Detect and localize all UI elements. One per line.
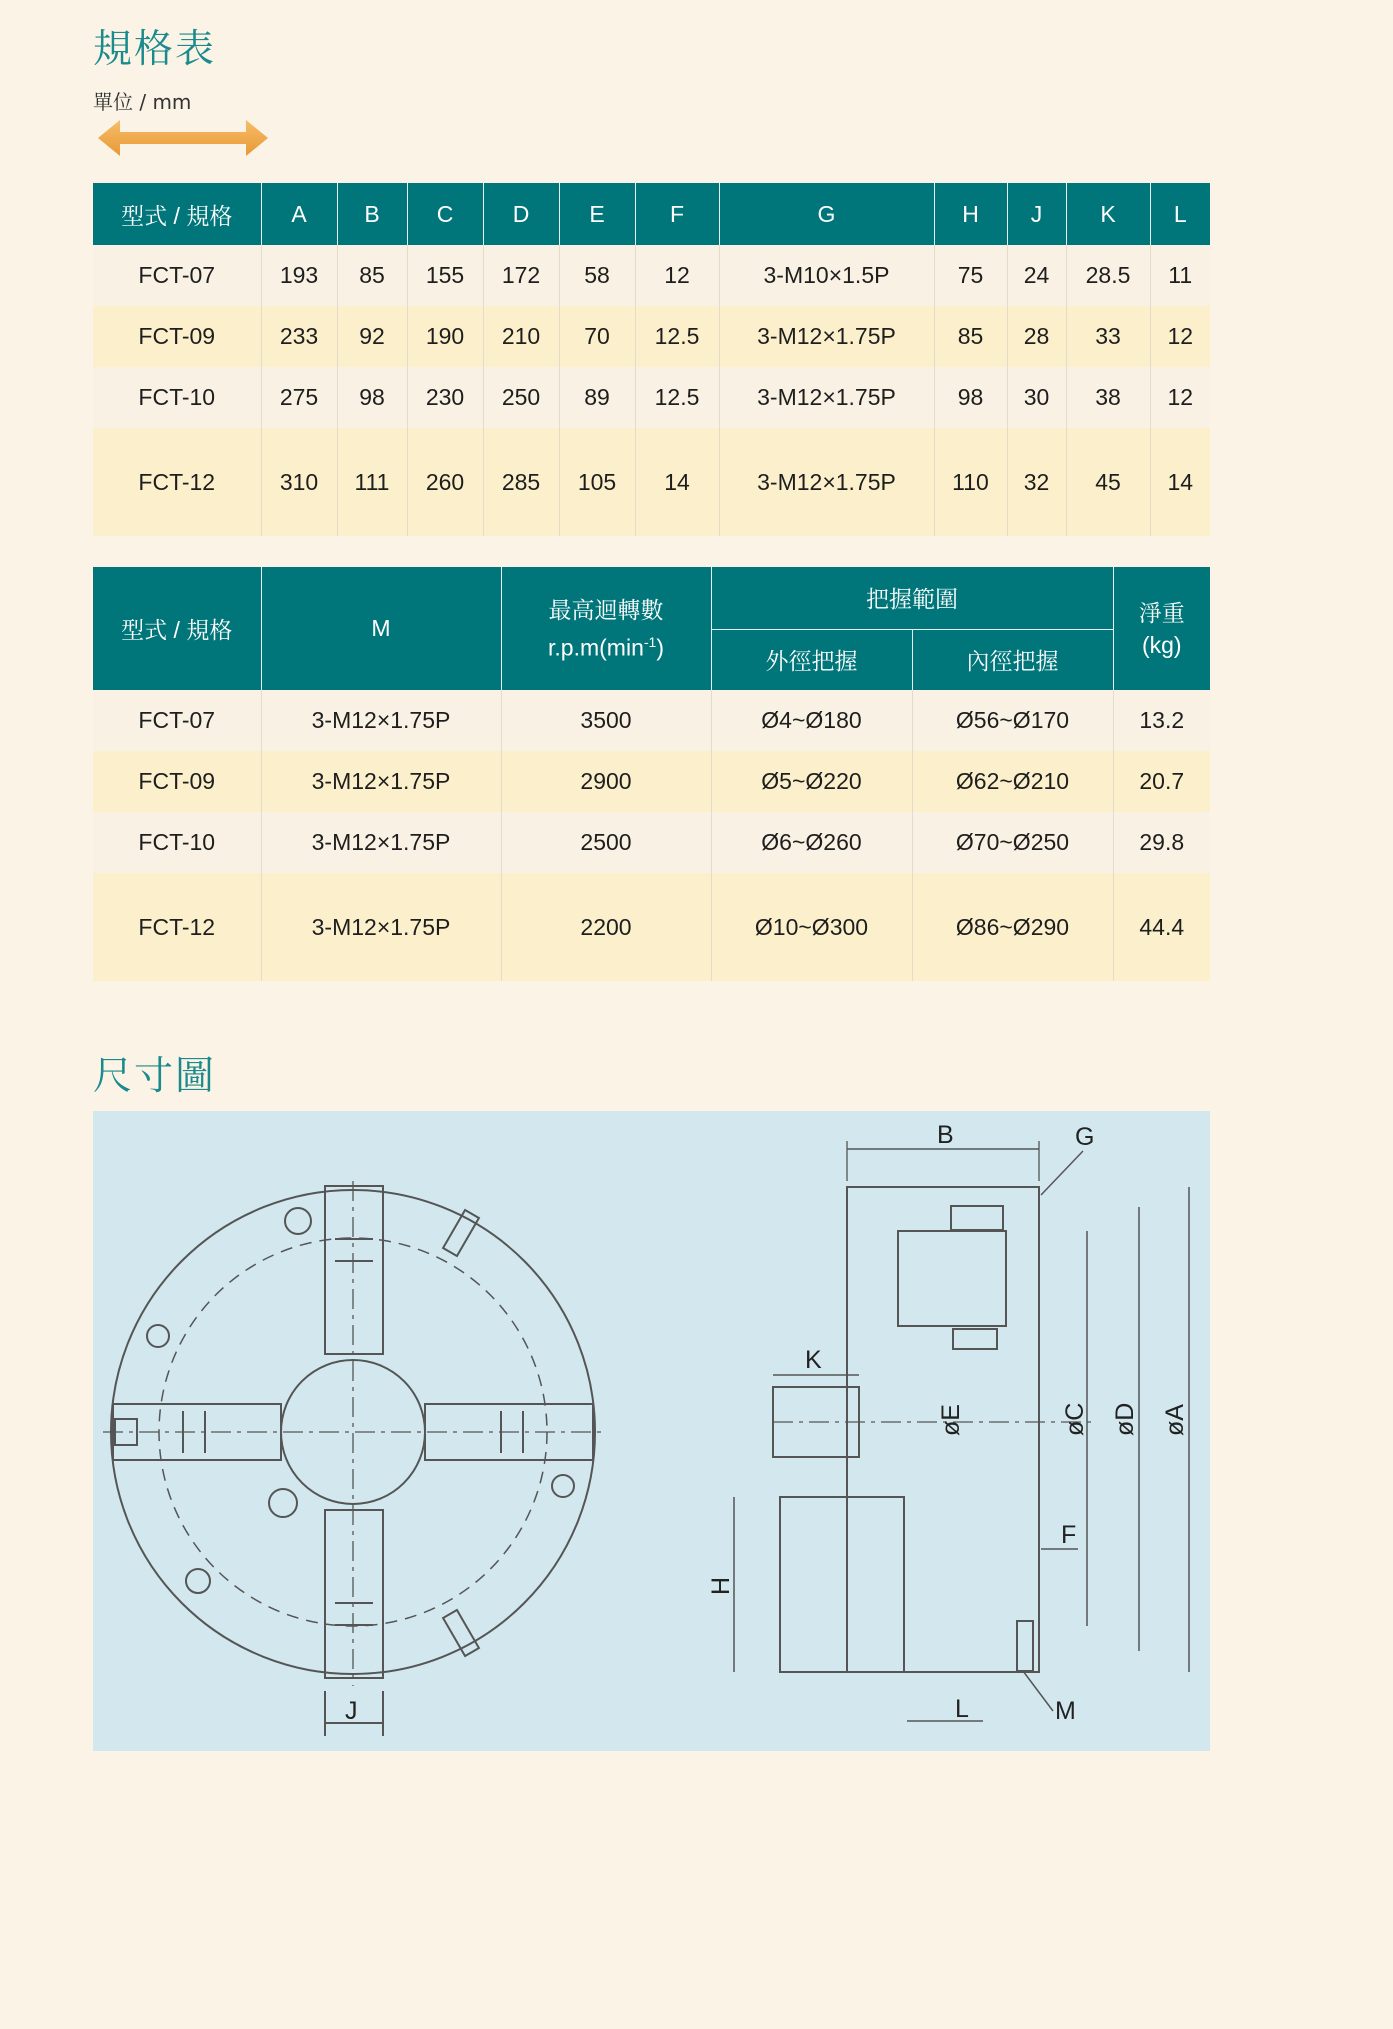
table-cell: 20.7 — [1113, 751, 1210, 812]
horizontal-scroll-arrow-icon — [98, 118, 268, 158]
table-cell: 28 — [1007, 306, 1066, 367]
table-cell: 32 — [1007, 428, 1066, 536]
table-cell: 70 — [559, 306, 635, 367]
table-row — [93, 367, 1210, 428]
table-row — [93, 812, 1210, 873]
table-cell: 310 — [261, 428, 337, 536]
table-cell: 3-M12×1.75P — [261, 690, 501, 751]
table-cell: 2900 — [501, 751, 711, 812]
col-header-max-speed — [501, 567, 711, 690]
weight-label: 淨重 — [1138, 599, 1185, 626]
chuck-drawing-svg — [93, 1111, 1210, 1751]
table-cell: 30 — [1007, 367, 1066, 428]
table-cell: 85 — [934, 306, 1007, 367]
table-cell: Ø62~Ø210 — [912, 751, 1113, 812]
table-cell: 233 — [261, 306, 337, 367]
table-cell: 98 — [337, 367, 407, 428]
table-row — [93, 428, 1210, 536]
label-h: H — [707, 1576, 735, 1595]
table-cell: FCT-09 — [93, 751, 261, 812]
table-cell: 13.2 — [1113, 690, 1210, 751]
table-cell: FCT-07 — [93, 690, 261, 751]
col-header-l: L — [1150, 183, 1210, 245]
table-row — [93, 245, 1210, 306]
table-cell: 3-M12×1.75P — [719, 428, 934, 536]
table-cell: 12 — [1150, 306, 1210, 367]
performance-header-row — [93, 567, 1210, 629]
table-cell: 155 — [407, 245, 483, 306]
table-cell: 260 — [407, 428, 483, 536]
table-cell: 14 — [1150, 428, 1210, 536]
col-header-e: E — [559, 183, 635, 245]
col-header-k: K — [1066, 183, 1150, 245]
col-header-outer-grip: 外徑把握 — [711, 629, 912, 690]
table-cell: FCT-10 — [93, 812, 261, 873]
table-cell: 275 — [261, 367, 337, 428]
table-cell: 38 — [1066, 367, 1150, 428]
table-cell: 110 — [934, 428, 1007, 536]
label-a: øA — [1161, 1404, 1189, 1436]
table-row — [93, 751, 1210, 812]
table-cell: FCT-10 — [93, 367, 261, 428]
table-cell: 2500 — [501, 812, 711, 873]
table-cell: 230 — [407, 367, 483, 428]
table-cell: 33 — [1066, 306, 1150, 367]
table-cell: 28.5 — [1066, 245, 1150, 306]
label-l: L — [955, 1695, 969, 1723]
dimension-drawing — [93, 1111, 1210, 1751]
col-header-f: F — [635, 183, 719, 245]
table-cell: 89 — [559, 367, 635, 428]
label-c: øC — [1061, 1402, 1089, 1436]
table-cell: 3500 — [501, 690, 711, 751]
col-header-g: G — [719, 183, 934, 245]
col-header-d: D — [483, 183, 559, 245]
dimension-section-title: 尺寸圖 — [93, 1054, 217, 1099]
table-cell: FCT-09 — [93, 306, 261, 367]
max-speed-unit: $r.p.m(\min^{-1})$ — [548, 633, 664, 661]
col-header-b: B — [337, 183, 407, 245]
table-cell: 2200 — [501, 873, 711, 981]
table-cell: Ø86~Ø290 — [912, 873, 1113, 981]
weight-unit: (kg) — [1141, 631, 1182, 658]
label-m: M — [1055, 1697, 1076, 1725]
label-k: K — [805, 1346, 822, 1374]
table-cell: 92 — [337, 306, 407, 367]
table-cell: Ø56~Ø170 — [912, 690, 1113, 751]
table-cell: 172 — [483, 245, 559, 306]
table-cell: 24 — [1007, 245, 1066, 306]
col-header-grip-range: 把握範圍 — [711, 567, 1113, 629]
col-header-a: A — [261, 183, 337, 245]
table-row — [93, 306, 1210, 367]
table-cell: 98 — [934, 367, 1007, 428]
table-cell: 44.4 — [1113, 873, 1210, 981]
table-cell: 58 — [559, 245, 635, 306]
label-g: G — [1075, 1123, 1095, 1151]
table-cell: 193 — [261, 245, 337, 306]
table-cell: 75 — [934, 245, 1007, 306]
label-j: J — [345, 1697, 358, 1725]
table-cell: 14 — [635, 428, 719, 536]
table-cell: Ø70~Ø250 — [912, 812, 1113, 873]
col-header-weight — [1113, 567, 1210, 690]
table-cell: 11 — [1150, 245, 1210, 306]
table-cell: 210 — [483, 306, 559, 367]
table-cell: 190 — [407, 306, 483, 367]
performance-table — [93, 567, 1210, 981]
table-cell: 3-M12×1.75P — [719, 367, 934, 428]
table-cell: 285 — [483, 428, 559, 536]
dimensions-header-row — [93, 183, 1210, 245]
table-cell: 45 — [1066, 428, 1150, 536]
table-cell: 3-M12×1.75P — [261, 751, 501, 812]
col-header-j: J — [1007, 183, 1066, 245]
col-header-h: H — [934, 183, 1007, 245]
table-row — [93, 873, 1210, 981]
table-cell: 250 — [483, 367, 559, 428]
dimensions-table — [93, 183, 1210, 536]
table-row — [93, 690, 1210, 751]
col-header-model: 型式 / 規格 — [93, 183, 261, 245]
max-speed-label: 最高迴轉數 — [548, 596, 664, 623]
table-cell: Ø5~Ø220 — [711, 751, 912, 812]
label-b: B — [937, 1121, 954, 1149]
col-header-inner-grip: 內徑把握 — [912, 629, 1113, 690]
table-cell: FCT-12 — [93, 873, 261, 981]
table-cell: 111 — [337, 428, 407, 536]
table-cell: 105 — [559, 428, 635, 536]
label-e: øE — [937, 1404, 965, 1436]
table-cell: 12.5 — [635, 367, 719, 428]
table-cell: 3-M12×1.75P — [719, 306, 934, 367]
front-view — [103, 1181, 603, 1736]
col-header-m: M — [261, 567, 501, 690]
table-cell: 12.5 — [635, 306, 719, 367]
table-cell: 3-M10×1.5P — [719, 245, 934, 306]
table-cell: FCT-12 — [93, 428, 261, 536]
col-header-c: C — [407, 183, 483, 245]
label-d: øD — [1111, 1402, 1139, 1436]
table-cell: 85 — [337, 245, 407, 306]
spec-section-title: 規格表 — [93, 27, 217, 72]
table-cell: Ø6~Ø260 — [711, 812, 912, 873]
table-cell: Ø10~Ø300 — [711, 873, 912, 981]
table-cell: Ø4~Ø180 — [711, 690, 912, 751]
table-cell: FCT-07 — [93, 245, 261, 306]
col-header-model: 型式 / 規格 — [93, 567, 261, 690]
label-f: F — [1061, 1521, 1077, 1549]
table-cell: 12 — [635, 245, 719, 306]
unit-label: 單位 / mm — [93, 90, 192, 114]
table-cell: 29.8 — [1113, 812, 1210, 873]
table-cell: 12 — [1150, 367, 1210, 428]
table-cell: 3-M12×1.75P — [261, 812, 501, 873]
table-cell: 3-M12×1.75P — [261, 873, 501, 981]
